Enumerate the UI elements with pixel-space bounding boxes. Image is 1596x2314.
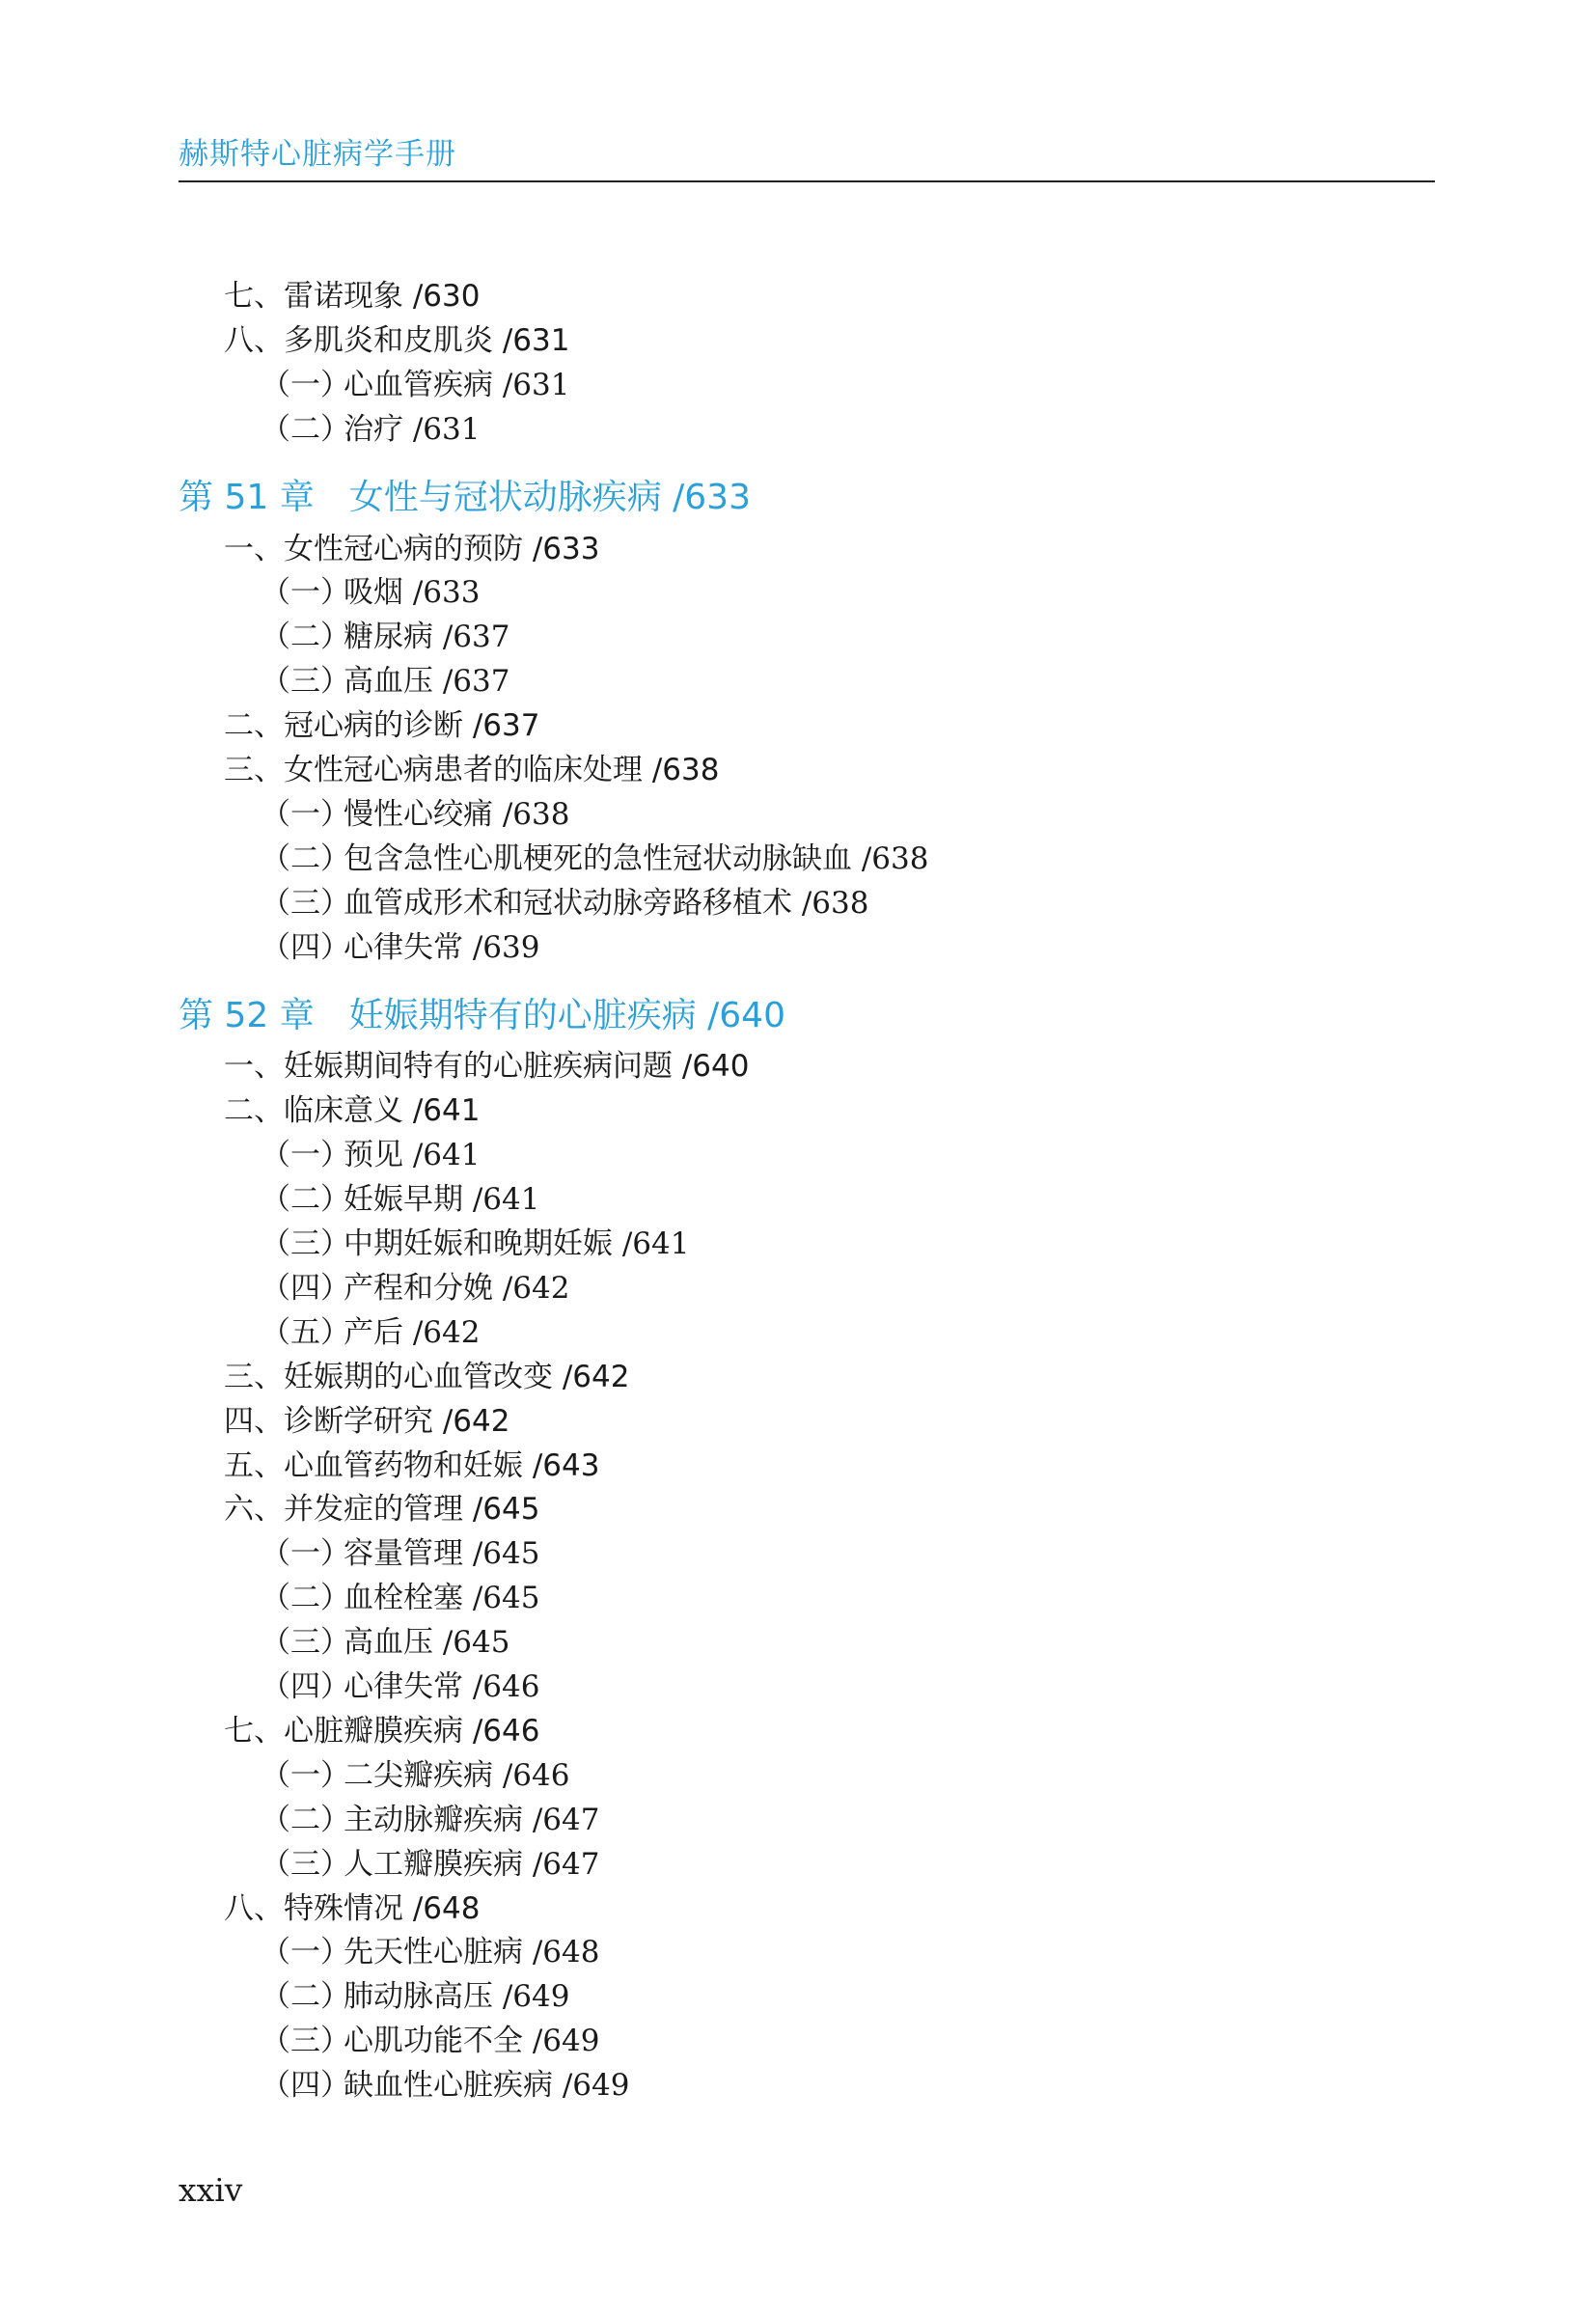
toc-subsection-entry [261, 2068, 630, 2104]
subsection-number: （二） [261, 1581, 350, 1616]
subsection-title: 缺血性心脏疾病 /649 [344, 2068, 630, 2104]
subsection-number: （二） [261, 1979, 350, 2015]
toc-subsection-entry [261, 367, 570, 402]
toc-section-entry: 四、诊断学研究 /642 [224, 1403, 510, 1439]
subsection-title: 产程和分娩 /642 [344, 1270, 570, 1306]
subsection-title: 中期妊娠和晚期妊娠 /641 [344, 1226, 690, 1261]
toc-section-entry: 六、并发症的管理 /645 [224, 1492, 540, 1528]
subsection-number: （一） [261, 367, 350, 402]
subsection-number: （一） [261, 1757, 350, 1793]
toc-subsection-entry [261, 575, 481, 611]
subsection-number: （四） [261, 1270, 350, 1306]
subsection-title: 先天性心脏病 /648 [344, 1935, 600, 1970]
chapter-number: 第 52 章 [179, 995, 315, 1035]
toc-subsection-entry [261, 885, 869, 921]
subsection-number: （一） [261, 1138, 350, 1173]
subsection-number: （三） [261, 1226, 350, 1261]
toc-subsection-entry [261, 1846, 600, 1882]
subsection-title: 主动脉瓣疾病 /647 [344, 1802, 600, 1837]
toc-subsection-entry [261, 1182, 540, 1218]
toc-section-entry: 七、心脏瓣膜疾病 /646 [224, 1713, 540, 1749]
toc-subsection-entry [261, 1314, 481, 1350]
subsection-number: （四） [261, 2068, 350, 2104]
chapter-number: 第 51 章 [179, 477, 315, 517]
subsection-number: （一） [261, 1536, 350, 1572]
subsection-number: （二） [261, 840, 350, 876]
subsection-title: 高血压 /645 [344, 1625, 510, 1661]
subsection-title: 肺动脉高压 /649 [344, 1979, 570, 2015]
subsection-title: 产后 /642 [344, 1314, 481, 1350]
subsection-title: 吸烟 /633 [344, 575, 481, 611]
subsection-number: （三） [261, 885, 350, 921]
subsection-number: （二） [261, 620, 350, 655]
toc-subsection-entry [261, 1757, 570, 1793]
toc-subsection-entry [261, 1581, 540, 1616]
header-divider [179, 180, 1435, 182]
toc-subsection-entry [261, 1625, 510, 1661]
subsection-title: 妊娠早期 /641 [344, 1182, 540, 1218]
toc-subsection-entry [261, 1669, 540, 1704]
subsection-title: 心血管疾病 /631 [344, 367, 570, 402]
toc-subsection-entry [261, 1138, 481, 1173]
subsection-title: 二尖瓣疾病 /646 [344, 1757, 570, 1793]
subsection-number: （二） [261, 1182, 350, 1218]
toc-subsection-entry [261, 929, 540, 965]
subsection-title: 血栓栓塞 /645 [344, 1581, 540, 1616]
subsection-number: （四） [261, 1669, 350, 1704]
subsection-title: 容量管理 /645 [344, 1536, 540, 1572]
subsection-number: （三） [261, 664, 350, 700]
running-header-title: 赫斯特心脏病学手册 [179, 137, 456, 172]
chapter-heading [179, 995, 785, 1035]
subsection-title: 糖尿病 /637 [344, 620, 510, 655]
subsection-number: （一） [261, 796, 350, 832]
subsection-number: （一） [261, 575, 350, 611]
subsection-title: 预见 /641 [344, 1138, 481, 1173]
subsection-title: 人工瓣膜疾病 /647 [344, 1846, 600, 1882]
toc-section-entry: 七、雷诺现象 /630 [224, 279, 481, 314]
toc-section-entry: 二、临床意义 /641 [224, 1093, 481, 1129]
toc-section-entry: 三、女性冠心病患者的临床处理 /638 [224, 753, 720, 787]
subsection-number: （三） [261, 1846, 350, 1882]
toc-subsection-entry [261, 2024, 600, 2059]
subsection-number: （一） [261, 1935, 350, 1970]
page-number: xxiv [179, 2171, 243, 2209]
toc-subsection-entry [261, 1226, 690, 1261]
toc-subsection-entry [261, 840, 929, 876]
subsection-title: 心律失常 /639 [344, 929, 540, 965]
toc-subsection-entry [261, 1935, 600, 1970]
toc-section-entry: 一、女性冠心病的预防 /633 [224, 531, 600, 566]
toc-subsection-entry [261, 1979, 570, 2015]
toc-subsection-entry [261, 411, 481, 447]
chapter-title: 女性与冠状动脉疾病 /633 [348, 477, 751, 517]
toc-subsection-entry [261, 1802, 600, 1837]
chapter-title: 妊娠期特有的心脏疾病 /640 [348, 995, 785, 1035]
toc-subsection-entry [261, 1270, 570, 1306]
subsection-number: （五） [261, 1314, 350, 1350]
subsection-title: 心律失常 /646 [344, 1669, 540, 1704]
subsection-title: 高血压 /637 [344, 664, 510, 700]
toc-section-entry: 五、心血管药物和妊娠 /643 [224, 1447, 600, 1483]
chapter-heading [179, 477, 751, 517]
toc-section-entry: 八、多肌炎和皮肌炎 /631 [224, 322, 570, 358]
toc-section-entry: 三、妊娠期的心血管改变 /642 [224, 1359, 630, 1394]
subsection-number: （二） [261, 1802, 350, 1837]
subsection-number: （三） [261, 2024, 350, 2059]
toc-subsection-entry [261, 664, 510, 700]
subsection-number: （三） [261, 1625, 350, 1661]
toc-section-entry: 一、妊娠期间特有的心脏疾病问题 /640 [224, 1049, 750, 1085]
subsection-title: 治疗 /631 [344, 411, 481, 447]
subsection-number: （四） [261, 929, 350, 965]
subsection-title: 包含急性心肌梗死的急性冠状动脉缺血 /638 [344, 840, 929, 876]
subsection-number: （二） [261, 411, 350, 447]
toc-subsection-entry [261, 620, 510, 655]
subsection-title: 心肌功能不全 /649 [344, 2024, 600, 2059]
subsection-title: 血管成形术和冠状动脉旁路移植术 /638 [344, 885, 869, 921]
toc-subsection-entry [261, 796, 570, 832]
toc-section-entry: 二、冠心病的诊断 /637 [224, 708, 540, 744]
toc-subsection-entry [261, 1536, 540, 1572]
toc-section-entry: 八、特殊情况 /648 [224, 1890, 481, 1926]
subsection-title: 慢性心绞痛 /638 [344, 796, 570, 832]
